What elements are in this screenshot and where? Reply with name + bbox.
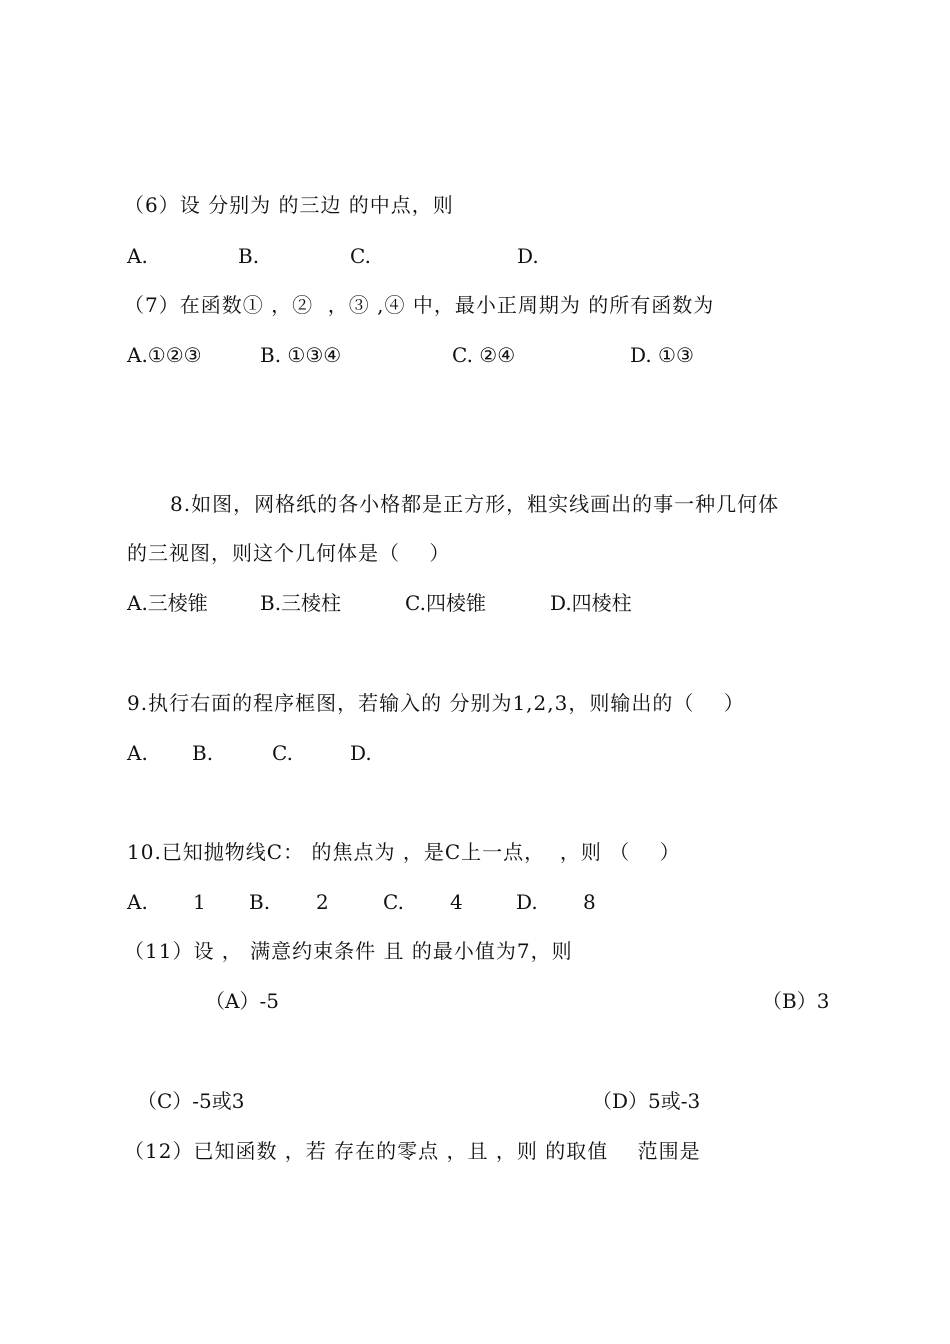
q7-stem: （7）在函数① ，② ，③ ,④ 中，最小正周期为 的所有函数为 bbox=[124, 293, 715, 317]
q7-option-c: C. ②④ bbox=[452, 343, 516, 367]
q10-stem: 10.已知抛物线C： 的焦点为 ，是C上一点， ，则 （ ） bbox=[127, 840, 681, 864]
q6-option-b: B. bbox=[238, 244, 260, 268]
q10-option-a-value: 1 bbox=[193, 890, 206, 914]
q6-option-a: A. bbox=[127, 244, 148, 268]
q8-option-b: B.三棱柱 bbox=[260, 591, 342, 615]
q10-option-c-label: C. bbox=[383, 890, 404, 914]
q11-stem: （11）设 ， 满意约束条件 且 的最小值为7，则 bbox=[124, 939, 573, 963]
q11-option-b: （B）3 bbox=[762, 989, 830, 1013]
q9-option-d: D. bbox=[350, 741, 372, 765]
q8-stem-line1: 8.如图，网格纸的各小格都是正方形，粗实线画出的事一种几何体 bbox=[170, 492, 780, 516]
q7-option-d: D. ①③ bbox=[630, 343, 694, 367]
q8-stem-line2: 的三视图，则这个几何体是（ ） bbox=[127, 541, 451, 565]
q10-option-b-label: B. bbox=[249, 890, 271, 914]
q9-option-c: C. bbox=[272, 741, 293, 765]
q10-option-c-value: 4 bbox=[450, 890, 463, 914]
q12-stem: （12）已知函数 ，若 存在的零点 ，且 ，则 的取值 范围是 bbox=[124, 1139, 701, 1163]
q6-option-c: C. bbox=[350, 244, 371, 268]
q8-option-c: C.四棱锥 bbox=[405, 591, 486, 615]
q11-option-c: （C）-5或3 bbox=[137, 1089, 245, 1113]
q11-option-d: （D）5或-3 bbox=[592, 1089, 701, 1113]
q10-option-d-value: 8 bbox=[583, 890, 596, 914]
q6-option-d: D. bbox=[517, 244, 539, 268]
q6-stem: （6）设 分别为 的三边 的中点，则 bbox=[124, 193, 454, 217]
q10-option-b-value: 2 bbox=[316, 890, 329, 914]
q8-option-d: D.四棱柱 bbox=[550, 591, 632, 615]
q8-option-a: A.三棱锥 bbox=[127, 591, 208, 615]
q11-option-a: （A）-5 bbox=[205, 989, 279, 1013]
q9-option-b: B. bbox=[192, 741, 214, 765]
q9-option-a: A. bbox=[127, 741, 148, 765]
q10-option-a-label: A. bbox=[127, 890, 148, 914]
q9-stem: 9.执行右面的程序框图，若输入的 分别为1,2,3，则输出的（ ） bbox=[127, 691, 745, 715]
q7-option-a: A.①②③ bbox=[127, 343, 202, 367]
q10-option-d-label: D. bbox=[516, 890, 538, 914]
q7-option-b: B. ①③④ bbox=[260, 343, 342, 367]
